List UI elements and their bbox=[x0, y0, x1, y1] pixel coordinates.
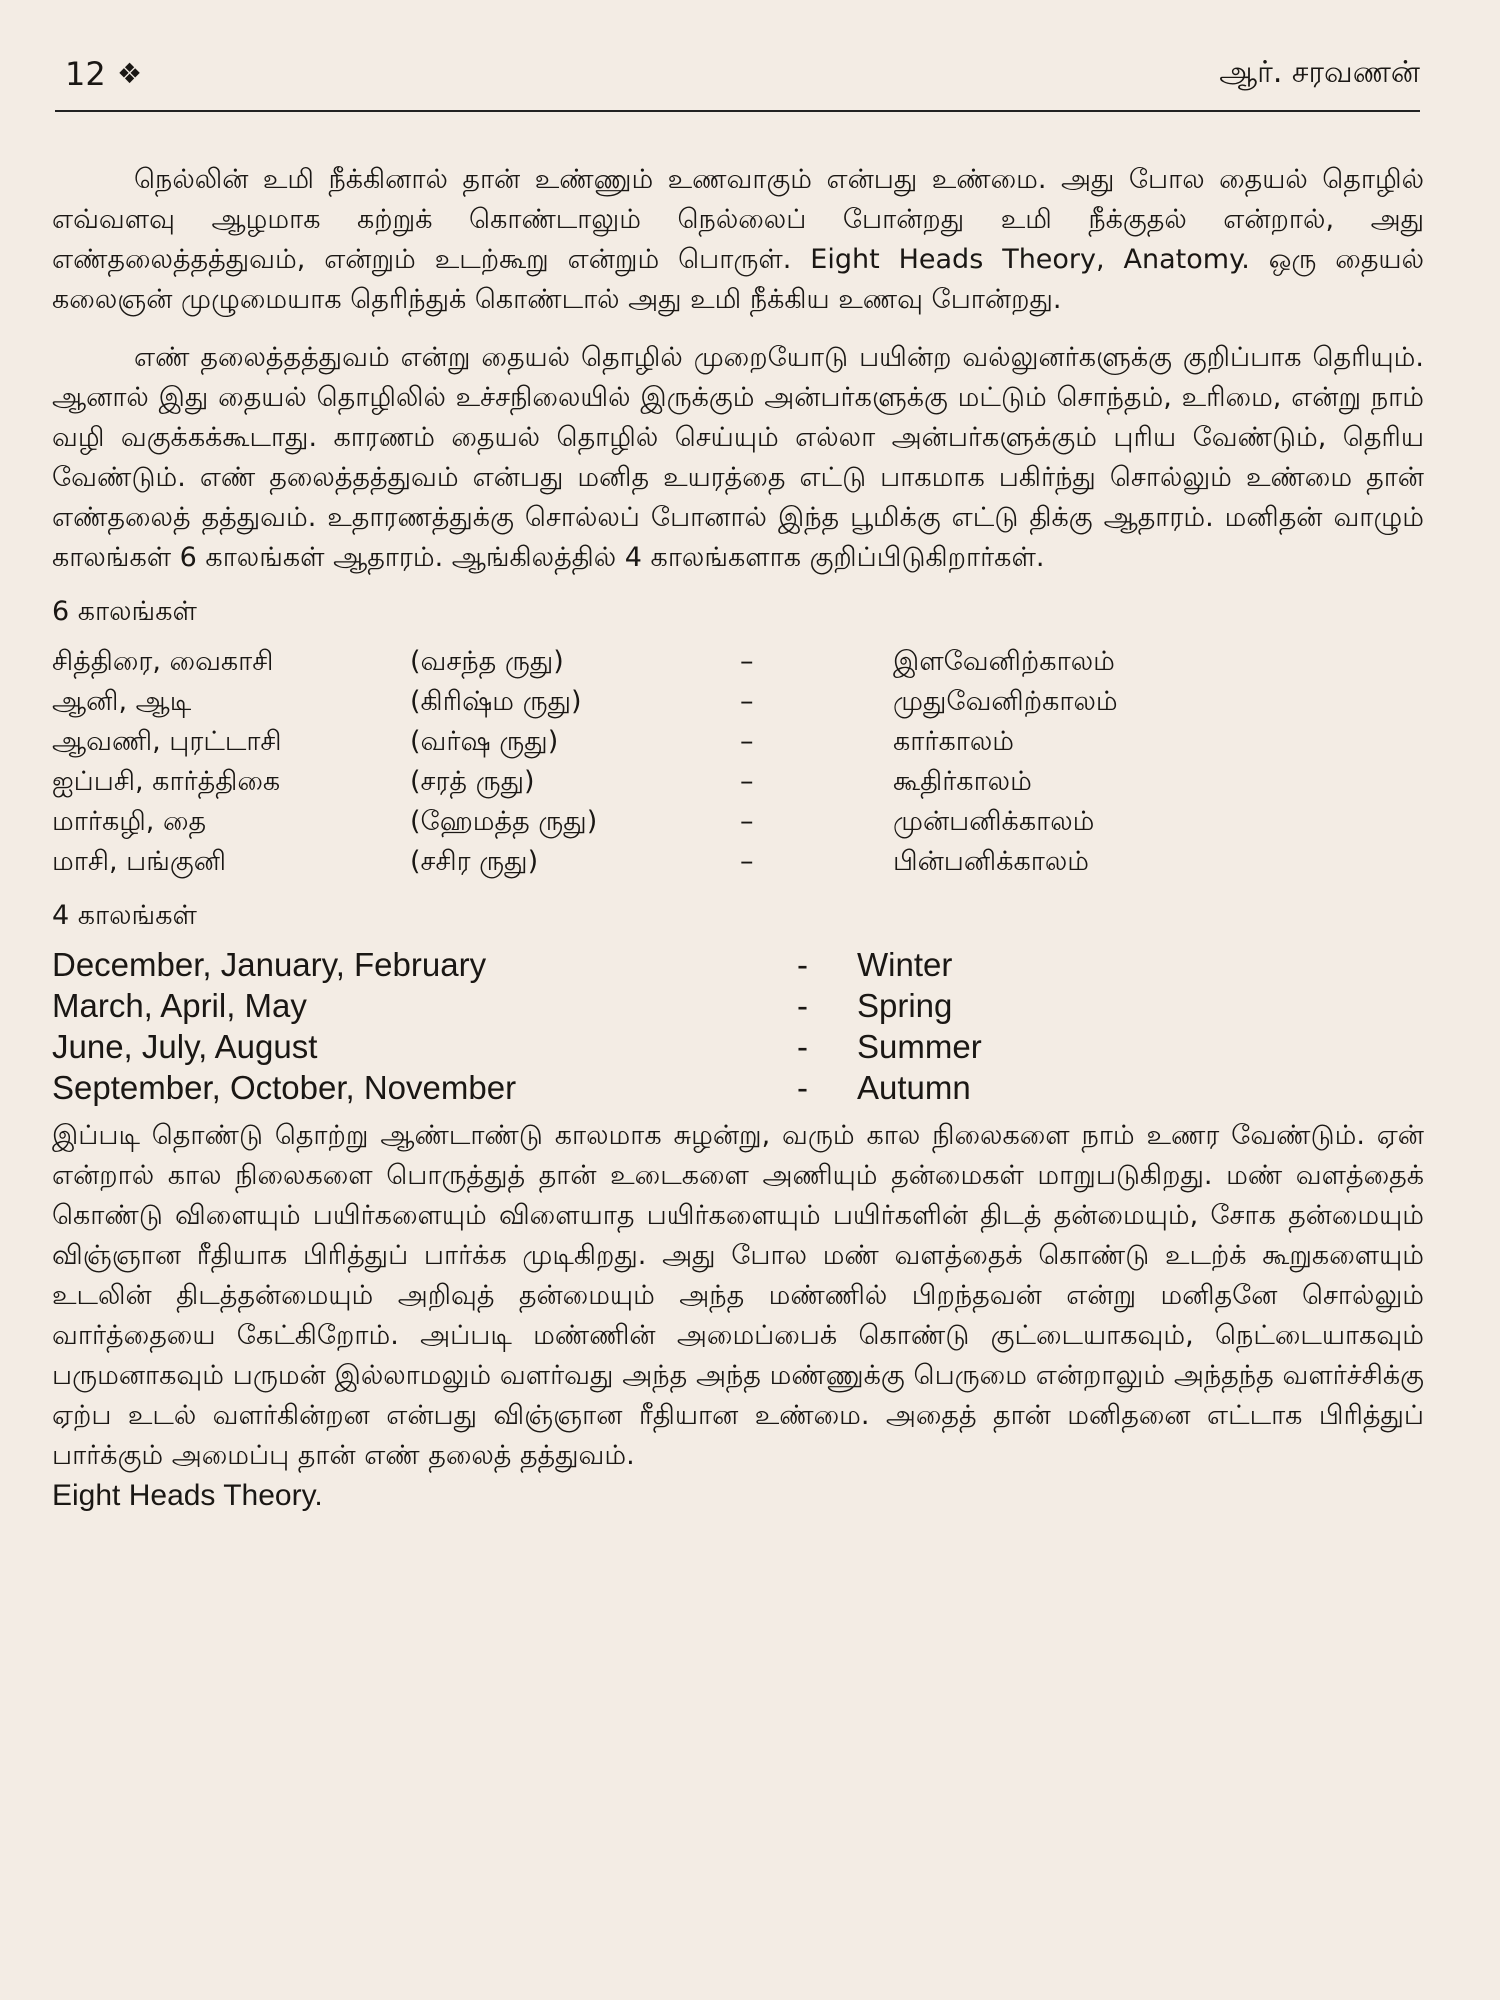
months-cell: ஆவணி, புரட்டாசி bbox=[52, 726, 282, 757]
six-seasons-table bbox=[52, 642, 1424, 882]
ritu-cell: (ஹேமத்த ருது) bbox=[410, 806, 598, 837]
dash-cell: - bbox=[797, 1069, 808, 1106]
ritu-cell: (சசிர ருது) bbox=[410, 846, 539, 877]
four-seasons-heading: 4 காலங்கள் bbox=[52, 900, 197, 931]
season-name-cell: கூதிர்காலம் bbox=[893, 766, 1032, 797]
table-row bbox=[52, 944, 1424, 985]
season-name-cell: Autumn bbox=[857, 1069, 971, 1106]
closing-paragraph: இப்படி தொண்டு தொற்று ஆண்டாண்டு காலமாக சுழன்று, வரும் கால நிலைகளை நாம் உணர வேண்டும். ஏன் என்றால் கால நிலைகளை பொருத்துத் தான் உடைகளை அணியும் தன்மைகள் மாறுபடுகிறது. மண் வளத்தைக் கொண்டு விளையும் பயிர்களையும் விளையாத பயிர்களையும் பயிர்களின் திடத் தன்மையும், சோக தன்மையும் விஞ்ஞான ரீதியாக பிரித்துப் பார்க்க முடிகிறது. அது போல மண் வளத்தைக் கொண்டு உடற்க் கூறுகளையும் உடலின் திடத்தன்மையும் அறிவுத் தன்மையும் அந்த மண்ணில் பிறந்தவன் என்று மனிதனே சொல்லும் வார்த்தையை கேட்கிறோம். அப்படி மண்ணின் அமைப்பைக் கொண்டு குட்டையாகவும், நெட்டையாகவும் பருமனாகவும் பருமன் இல்லாமலும் வளர்வது அந்த அந்த மண்ணுக்கு பெருமை என்றாலும் அந்தந்த வளர்ச்சிக்கு ஏற்ப உடல் வளர்கின்றன என்பது விஞ்ஞான ரீதியான உண்மை. அதைத் தான் மனிதனை எட்டாக பிரித்துப் பார்க்கும் அமைப்பு தான் எண் தலைத் தத்துவம். bbox=[52, 1120, 1424, 1471]
page-body bbox=[52, 160, 1424, 1516]
four-seasons-table bbox=[52, 944, 1424, 1108]
dash-cell: - bbox=[797, 1028, 808, 1065]
table-row bbox=[52, 762, 1424, 802]
paragraph: எண் தலைத்தத்துவம் என்று தையல் தொழில் முறையோடு பயின்ற வல்லுனர்களுக்கு குறிப்பாக தெரியும். ஆனால் இது தையல் தொழிலில் உச்சநிலையில் இருக்கும் அன்பர்களுக்கு மட்டும் சொந்தம், உரிமை, என்று நாம் வழி வகுக்கக்கூடாது. காரணம் தையல் தொழில் செய்யும் எல்லா அன்பர்களுக்கும் புரிய வேண்டும், தெரிய வேண்டும். எண் தலைத்தத்துவம் என்பது மனித உயரத்தை எட்டு பாகமாக பகிர்ந்து சொல்லும் உண்மை தான் எண்தலைத் தத்துவம். உதாரணத்துக்கு சொல்லப் போனால் இந்த பூமிக்கு எட்டு திக்கு ஆதாரம். மனிதன் வாழும் காலங்கள் 6 காலங்கள் ஆதாரம். ஆங்கிலத்தில் 4 காலங்களாக குறிப்பிடுகிறார்கள். bbox=[52, 342, 1424, 573]
table-row bbox=[52, 1026, 1424, 1067]
table-row bbox=[52, 1067, 1424, 1108]
table-row bbox=[52, 642, 1424, 682]
closing-phrase: Eight Heads Theory. bbox=[52, 1479, 323, 1512]
season-name-cell: Winter bbox=[857, 946, 953, 983]
months-cell: June, July, August bbox=[52, 1028, 318, 1065]
page-number: 12 bbox=[65, 55, 106, 93]
dash-cell: - bbox=[797, 946, 808, 983]
dash-cell: – bbox=[740, 726, 754, 757]
dash-cell: – bbox=[740, 646, 754, 677]
months-cell: September, October, November bbox=[52, 1069, 517, 1106]
dash-cell: – bbox=[740, 766, 754, 797]
months-cell: மாசி, பங்குனி bbox=[52, 846, 227, 877]
months-cell: மார்கழி, தை bbox=[52, 806, 207, 837]
season-name-cell: முன்பனிக்காலம் bbox=[893, 806, 1095, 837]
ritu-cell: (வர்ஷ ருது) bbox=[410, 726, 559, 757]
season-name-cell: பின்பனிக்காலம் bbox=[893, 846, 1089, 877]
season-name-cell: Spring bbox=[857, 987, 953, 1024]
ornament-icon: ❖ bbox=[117, 57, 143, 90]
header-rule bbox=[55, 110, 1420, 112]
months-cell: ஐப்பசி, கார்த்திகை bbox=[52, 766, 281, 797]
dash-cell: – bbox=[740, 806, 754, 837]
months-cell: December, January, February bbox=[52, 946, 487, 983]
ritu-cell: (வசந்த ருது) bbox=[410, 646, 564, 677]
months-cell: ஆனி, ஆடி bbox=[52, 686, 192, 717]
author-name: ஆர். சரவணன் bbox=[1219, 55, 1420, 90]
table-row bbox=[52, 802, 1424, 842]
dash-cell: – bbox=[740, 686, 754, 717]
season-name-cell: இளவேனிற்காலம் bbox=[893, 646, 1115, 677]
season-name-cell: கார்காலம் bbox=[893, 726, 1014, 757]
table-row bbox=[52, 842, 1424, 882]
table-row bbox=[52, 722, 1424, 762]
table-row bbox=[52, 985, 1424, 1026]
page-header bbox=[55, 55, 1420, 115]
ritu-cell: (கிரிஷ்ம ருது) bbox=[410, 686, 582, 717]
season-name-cell: Summer bbox=[857, 1028, 982, 1065]
six-seasons-heading: 6 காலங்கள் bbox=[52, 596, 197, 627]
months-cell: March, April, May bbox=[52, 987, 307, 1024]
dash-cell: – bbox=[740, 846, 754, 877]
months-cell: சித்திரை, வைகாசி bbox=[52, 646, 274, 677]
paragraph: நெல்லின் உமி நீக்கினால் தான் உண்ணும் உணவாகும் என்பது உண்மை. அது போல தையல் தொழில் எவ்வளவு ஆழமாக கற்றுக் கொண்டாலும் நெல்லைப் போன்றது உமி நீக்குதல் என்றால், அது எண்தலைத்தத்துவம், என்றும் உடற்கூறு என்றும் பொருள். Eight Heads Theory, Anatomy. ஒரு தையல் கலைஞன் முழுமையாக தெரிந்துக் கொண்டால் அது உமி நீக்கிய உணவு போன்றது. bbox=[52, 164, 1424, 315]
dash-cell: - bbox=[797, 987, 808, 1024]
ritu-cell: (சரத் ருது) bbox=[410, 766, 535, 797]
table-row bbox=[52, 682, 1424, 722]
season-name-cell: முதுவேனிற்காலம் bbox=[893, 686, 1118, 717]
